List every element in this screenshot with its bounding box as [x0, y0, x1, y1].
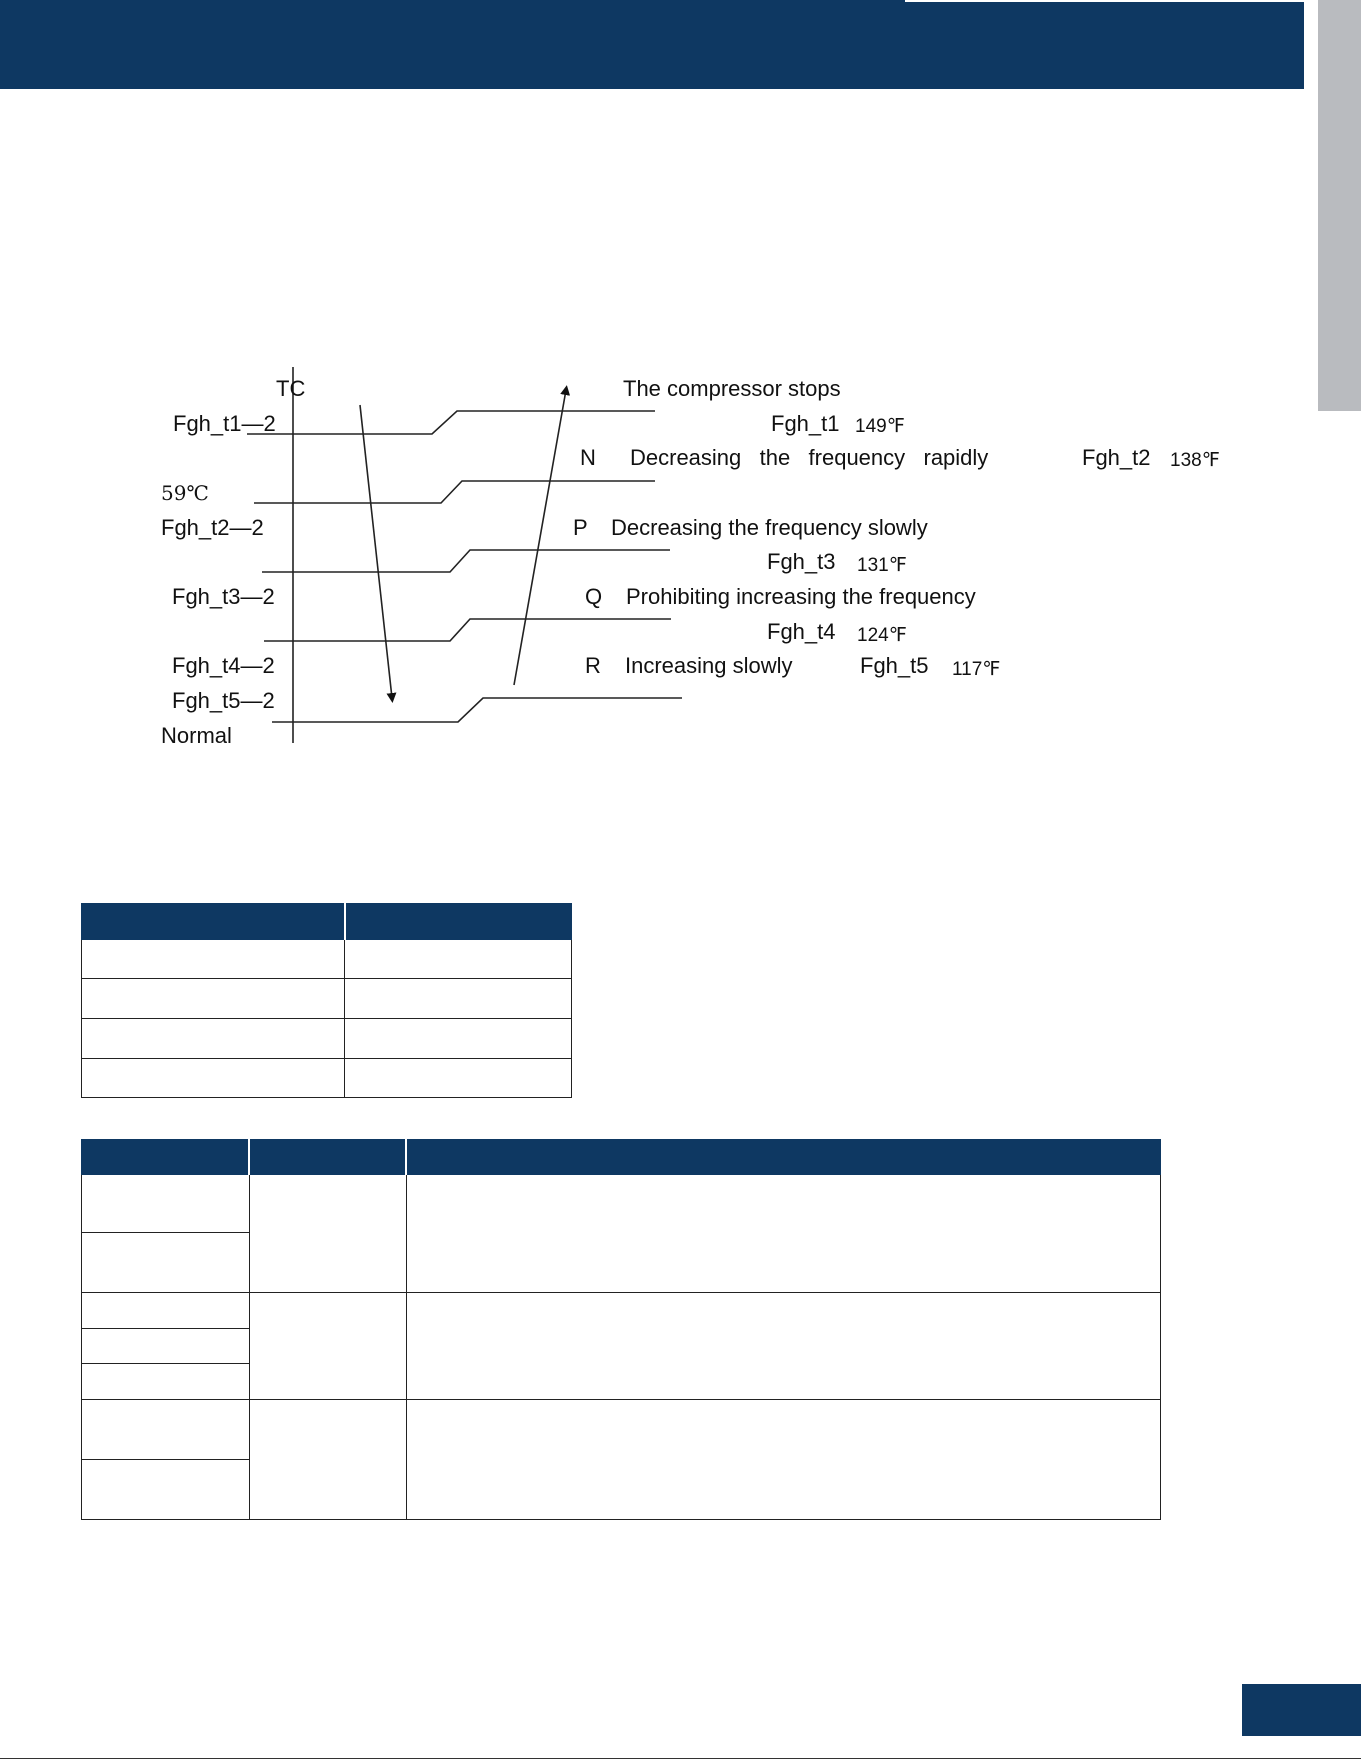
table-cell — [82, 1293, 250, 1329]
table-header-cell — [82, 1140, 250, 1175]
table-cell — [345, 1059, 572, 1098]
table-row — [82, 1059, 572, 1098]
table-row — [82, 979, 572, 1019]
label-fgh-t4-2: Fgh_t4—2 — [172, 653, 275, 678]
table-cell — [82, 1175, 250, 1233]
threshold-fgh-t2: Fgh_t2 — [1082, 445, 1151, 470]
step-line-t4 — [264, 619, 671, 641]
threshold-t3-temp: 131℉ — [857, 555, 907, 576]
threshold-fgh-t1: Fgh_t1 — [771, 411, 840, 436]
threshold-fgh-t5: Fgh_t5 — [860, 653, 929, 678]
table-cell-merged — [406, 1175, 1160, 1293]
label-fgh-t5-2: Fgh_t5—2 — [172, 688, 275, 713]
table-cell — [82, 1329, 250, 1364]
threshold-fgh-t4: Fgh_t4 — [767, 619, 836, 644]
step-line-t2 — [254, 481, 655, 503]
threshold-t5-temp: 117℉ — [952, 659, 1001, 680]
table-header-row — [82, 904, 572, 940]
table-cell-merged — [249, 1400, 406, 1520]
label-normal: Normal — [161, 723, 232, 748]
step-line-t1 — [247, 411, 655, 434]
table-row — [82, 1019, 572, 1059]
table-cell — [82, 979, 345, 1019]
table-row — [82, 940, 572, 979]
header-accent-line — [905, 0, 1304, 2]
step-line-t3 — [262, 550, 670, 572]
parameter-table — [81, 903, 572, 1098]
table-row — [82, 1400, 1161, 1460]
table-cell — [82, 1019, 345, 1059]
table-cell-merged — [406, 1400, 1160, 1520]
table-cell — [82, 1460, 250, 1520]
zone-p-letter: P — [573, 515, 588, 540]
table-cell — [345, 940, 572, 979]
table-header-cell — [249, 1140, 406, 1175]
table-header-row — [82, 1140, 1161, 1175]
bottom-rule — [0, 1758, 1361, 1759]
zone-q-text: Prohibiting increasing the frequency — [626, 584, 976, 609]
zone-n-letter: N — [580, 445, 596, 470]
threshold-fgh-t3: Fgh_t3 — [767, 549, 836, 574]
table-cell — [82, 1364, 250, 1400]
zone-q-letter: Q — [585, 584, 603, 609]
zone-r-letter: R — [585, 653, 601, 678]
table-cell — [82, 1059, 345, 1098]
table-cell — [345, 979, 572, 1019]
threshold-t4-temp: 124℉ — [857, 625, 907, 646]
tc-axis-label: TC — [276, 376, 306, 401]
table-row — [82, 1175, 1161, 1233]
table-cell — [82, 1400, 250, 1460]
header-bar — [0, 0, 1304, 89]
table-cell — [82, 940, 345, 979]
table-cell-merged — [406, 1293, 1160, 1400]
threshold-t2-temp: 138℉ — [1170, 450, 1220, 471]
table-header-cell — [345, 904, 572, 940]
description-table — [81, 1139, 1161, 1520]
falling-arrow — [360, 405, 392, 698]
table-cell — [82, 1233, 250, 1293]
table-row — [82, 1293, 1161, 1329]
label-fgh-t1-2: Fgh_t1—2 — [173, 411, 276, 436]
table-cell-merged — [249, 1175, 406, 1293]
threshold-t1-temp: 149℉ — [855, 416, 905, 437]
zone-r-text: Increasing slowly — [625, 653, 793, 678]
zone-n-text: Decreasing the frequency rapidly — [630, 445, 989, 470]
table-header-cell — [406, 1140, 1160, 1175]
label-fgh-t3-2: Fgh_t3—2 — [172, 584, 275, 609]
frequency-control-diagram — [0, 340, 1361, 760]
step-line-t5 — [272, 698, 682, 722]
table-header-cell — [82, 904, 345, 940]
table-cell — [345, 1019, 572, 1059]
zone-compressor-stops: The compressor stops — [623, 376, 841, 401]
zone-p-text: Decreasing the frequency slowly — [611, 515, 928, 540]
label-fgh-t2-2: Fgh_t2—2 — [161, 515, 264, 540]
page-number-tab — [1242, 1684, 1361, 1736]
rising-arrow — [514, 390, 566, 685]
table-cell-merged — [249, 1293, 406, 1400]
label-59c: 59℃ — [161, 481, 209, 505]
